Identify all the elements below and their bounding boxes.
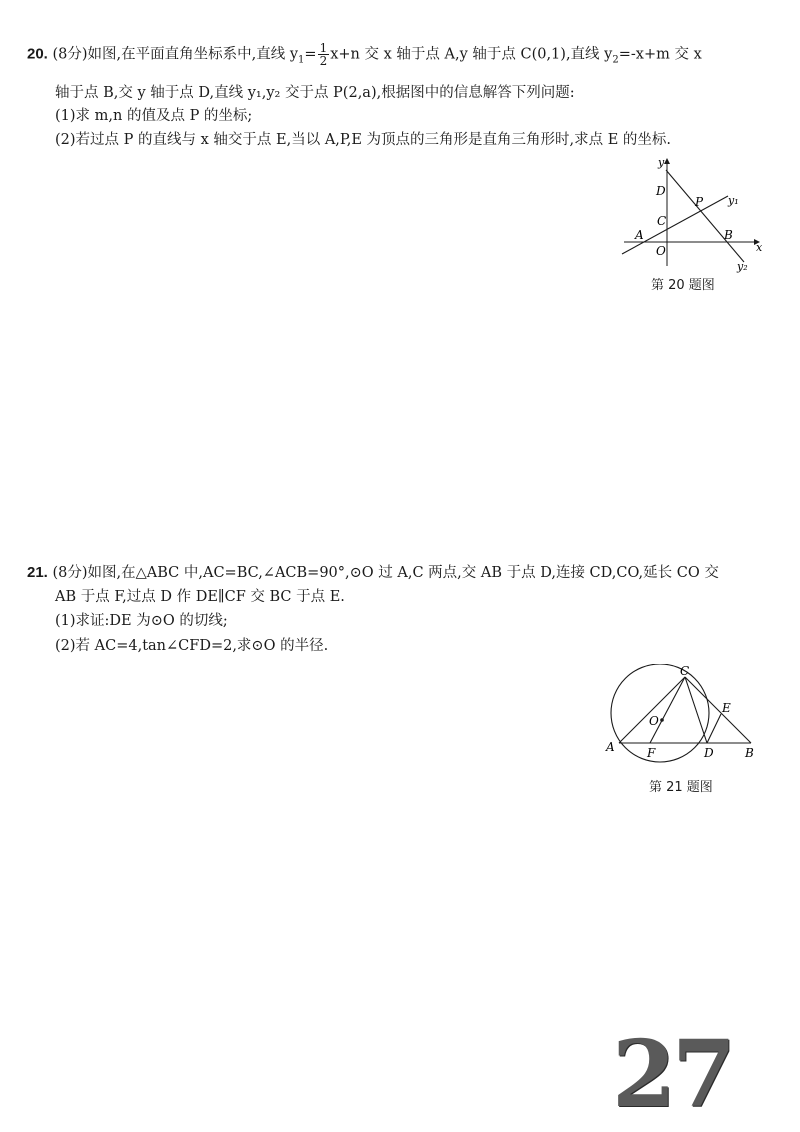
fig21-label-C: C (680, 664, 690, 678)
fig20-label-P: P (695, 195, 704, 209)
fig21-label-D: D (704, 746, 714, 760)
q21-line1 (27, 563, 719, 583)
q21-part2: (2)若 AC=4,tan∠CFD=2,求⊙O 的半径. (55, 638, 329, 654)
q21-line2: AB 于点 F,过点 D 作 DE∥CF 交 BC 于点 E. (55, 589, 345, 605)
fig20-label-B: B (724, 228, 733, 242)
fig21-seg-CF (650, 677, 685, 743)
fig20-label-O: O (656, 244, 666, 258)
q20-text-c: =-x+m 交 x (618, 46, 702, 63)
q20-text-a: (8分)如图,在平面直角坐标系中,直线 y (52, 46, 299, 63)
q20-part2: (2)若过点 P 的直线与 x 轴交于点 E,当以 A,P,E 为顶点的三角形是直角三角形时,求点 E 的坐标. (55, 132, 672, 148)
q20-line2: 轴于点 B,交 y 轴于点 D,直线 y₁,y₂ 交于点 P(2,a),根据图中的信息解答下列问题: (55, 85, 575, 101)
fig20-y-arrow (664, 158, 670, 164)
q20-line1 (27, 42, 702, 70)
fig21-seg-CB (685, 677, 751, 743)
q20-eq1: = (304, 46, 317, 63)
fig20-label-A: A (635, 228, 644, 242)
q20-fraction (318, 42, 330, 67)
q20-text-b: x+n 交 x 轴于点 A,y 轴于点 C(0,1),直线 y (330, 46, 613, 63)
q20-sub2: 2 (612, 54, 619, 66)
fig21-label-A: A (606, 740, 615, 754)
fig21-seg-CD (685, 677, 707, 743)
frac-numerator: 1 (319, 41, 328, 55)
fig20-label-D: D (656, 184, 666, 198)
q20-figure (618, 150, 768, 275)
q20-sub1: 1 (298, 54, 305, 66)
q20-figure-caption: 第 20 题图 (651, 278, 715, 293)
fig20-label-x: x (756, 241, 763, 254)
fig20-label-C: C (657, 214, 667, 228)
fig21-label-F: F (647, 746, 656, 760)
fig20-label-y: y (658, 156, 665, 169)
fig21-seg-AC (619, 677, 685, 743)
fig20-line-y2 (666, 170, 744, 262)
fig20-label-y1: y₁ (728, 194, 739, 207)
q21-number: 21. (27, 564, 48, 581)
fig20-label-y2: y₂ (737, 260, 748, 273)
fig21-label-O: O (649, 714, 659, 728)
q21-figure-caption: 第 21 题图 (649, 780, 713, 795)
page-number: 27 (611, 1020, 732, 1128)
q20-number: 20. (27, 45, 48, 63)
q21-figure (598, 664, 768, 764)
fig21-label-E: E (722, 701, 731, 715)
q20-part1: (1)求 m,n 的值及点 P 的坐标; (55, 108, 253, 124)
fig21-circle (611, 664, 709, 762)
q21-part1: (1)求证:DE 为⊙O 的切线; (55, 613, 228, 629)
frac-denominator: 2 (319, 54, 328, 68)
fig21-label-B: B (745, 746, 754, 760)
fig21-center-dot (660, 718, 664, 722)
q21-text-1: (8分)如图,在△ABC 中,AC=BC,∠ACB=90°,⊙O 过 A,C 两点,交 AB 于点 D,连接 CD,CO,延长 CO 交 (52, 565, 719, 581)
